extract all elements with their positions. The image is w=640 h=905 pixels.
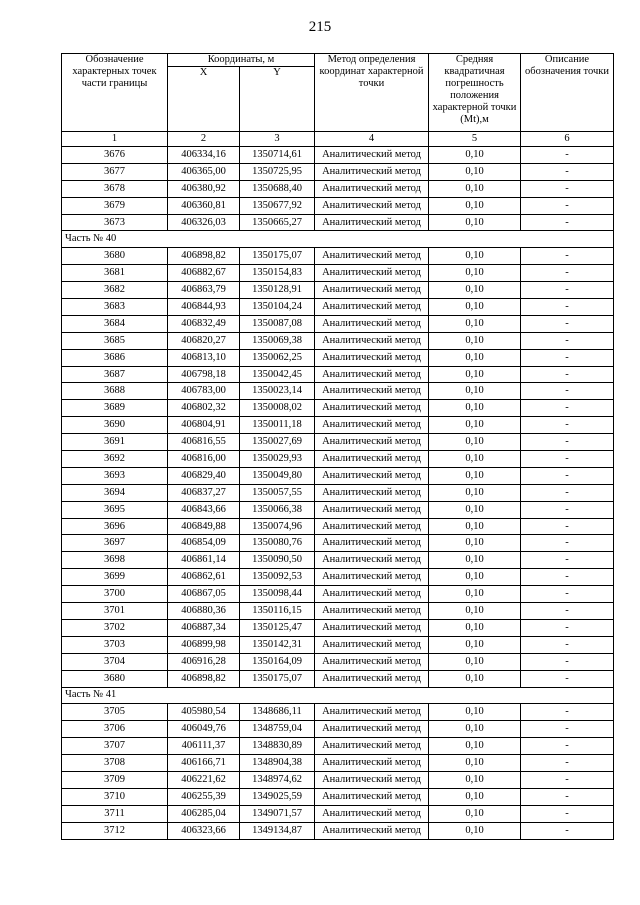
description-cell: - (521, 636, 614, 653)
table-row (62, 467, 614, 484)
table-row (62, 586, 614, 603)
y-coordinate-cell: 1350080,76 (240, 535, 315, 552)
point-id-cell: 3678 (62, 180, 168, 197)
y-coordinate-cell: 1350074,96 (240, 518, 315, 535)
y-coordinate-cell: 1350090,50 (240, 552, 315, 569)
description-cell: - (521, 467, 614, 484)
y-coordinate-cell: 1350062,25 (240, 349, 315, 366)
y-coordinate-cell: 1350125,47 (240, 619, 315, 636)
description-cell: - (521, 501, 614, 518)
mean-error-cell: 0,10 (429, 484, 521, 501)
table-row (62, 738, 614, 755)
y-coordinate-cell: 1350011,18 (240, 417, 315, 434)
mean-error-cell: 0,10 (429, 653, 521, 670)
table-row (62, 366, 614, 383)
mean-error-cell: 0,10 (429, 147, 521, 164)
y-coordinate-cell: 1350023,14 (240, 383, 315, 400)
point-id-cell: 3709 (62, 771, 168, 788)
method-cell: Аналитический метод (315, 214, 429, 231)
x-coordinate-cell: 406899,98 (168, 636, 240, 653)
mean-error-cell: 0,10 (429, 535, 521, 552)
x-coordinate-cell: 406255,39 (168, 788, 240, 805)
y-coordinate-cell: 1350098,44 (240, 586, 315, 603)
description-cell: - (521, 788, 614, 805)
table-row (62, 484, 614, 501)
table-row (62, 619, 614, 636)
x-coordinate-cell: 406843,66 (168, 501, 240, 518)
x-coordinate-cell: 406862,61 (168, 569, 240, 586)
x-coordinate-cell: 406898,82 (168, 248, 240, 265)
mean-error-cell: 0,10 (429, 552, 521, 569)
description-cell: - (521, 451, 614, 468)
mean-error-cell: 0,10 (429, 704, 521, 721)
y-coordinate-cell: 1350175,07 (240, 248, 315, 265)
x-coordinate-cell: 406334,16 (168, 147, 240, 164)
mean-error-cell: 0,10 (429, 586, 521, 603)
header-coordinates: Координаты, м (168, 54, 315, 67)
point-id-cell: 3710 (62, 788, 168, 805)
x-coordinate-cell: 406365,00 (168, 163, 240, 180)
method-cell: Аналитический метод (315, 636, 429, 653)
x-coordinate-cell: 406804,91 (168, 417, 240, 434)
table-row (62, 755, 614, 772)
mean-error-cell: 0,10 (429, 603, 521, 620)
mean-error-cell: 0,10 (429, 805, 521, 822)
mean-error-cell: 0,10 (429, 721, 521, 738)
description-cell: - (521, 738, 614, 755)
method-cell: Аналитический метод (315, 619, 429, 636)
table-row (62, 721, 614, 738)
x-coordinate-cell: 406111,37 (168, 738, 240, 755)
table-row (62, 147, 614, 164)
table-row (62, 349, 614, 366)
column-numbers-row (62, 132, 614, 147)
table-row (62, 197, 614, 214)
header-x: X (168, 67, 240, 132)
y-coordinate-cell: 1350008,02 (240, 400, 315, 417)
table-row (62, 653, 614, 670)
description-cell: - (521, 603, 614, 620)
description-cell: - (521, 552, 614, 569)
section-label: Часть № 41 (62, 687, 614, 704)
mean-error-cell: 0,10 (429, 315, 521, 332)
y-coordinate-cell: 1350066,38 (240, 501, 315, 518)
table-row (62, 788, 614, 805)
header-description: Описание обозначения точки (521, 54, 614, 132)
point-id-cell: 3689 (62, 400, 168, 417)
method-cell: Аналитический метод (315, 569, 429, 586)
mean-error-cell: 0,10 (429, 417, 521, 434)
description-cell: - (521, 383, 614, 400)
mean-error-cell: 0,10 (429, 619, 521, 636)
table-row (62, 383, 614, 400)
table-row (62, 180, 614, 197)
y-coordinate-cell: 1350725,95 (240, 163, 315, 180)
point-id-cell: 3704 (62, 653, 168, 670)
point-id-cell: 3707 (62, 738, 168, 755)
point-id-cell: 3676 (62, 147, 168, 164)
description-cell: - (521, 147, 614, 164)
method-cell: Аналитический метод (315, 771, 429, 788)
mean-error-cell: 0,10 (429, 636, 521, 653)
x-coordinate-cell: 406829,40 (168, 467, 240, 484)
point-id-cell: 3688 (62, 383, 168, 400)
x-coordinate-cell: 406326,03 (168, 214, 240, 231)
method-cell: Аналитический метод (315, 535, 429, 552)
x-coordinate-cell: 406820,27 (168, 332, 240, 349)
point-id-cell: 3682 (62, 282, 168, 299)
method-cell: Аналитический метод (315, 805, 429, 822)
method-cell: Аналитический метод (315, 383, 429, 400)
y-coordinate-cell: 1350049,80 (240, 467, 315, 484)
point-id-cell: 3705 (62, 704, 168, 721)
table-row (62, 417, 614, 434)
method-cell: Аналитический метод (315, 282, 429, 299)
table-row (62, 552, 614, 569)
column-number: 6 (521, 132, 614, 147)
method-cell: Аналитический метод (315, 755, 429, 772)
method-cell: Аналитический метод (315, 484, 429, 501)
point-id-cell: 3695 (62, 501, 168, 518)
x-coordinate-cell: 406049,76 (168, 721, 240, 738)
point-id-cell: 3712 (62, 822, 168, 839)
description-cell: - (521, 180, 614, 197)
method-cell: Аналитический метод (315, 721, 429, 738)
method-cell: Аналитический метод (315, 501, 429, 518)
point-id-cell: 3711 (62, 805, 168, 822)
x-coordinate-cell: 406323,66 (168, 822, 240, 839)
description-cell: - (521, 721, 614, 738)
table-row (62, 163, 614, 180)
column-number: 3 (240, 132, 315, 147)
y-coordinate-cell: 1350142,31 (240, 636, 315, 653)
x-coordinate-cell: 406849,88 (168, 518, 240, 535)
mean-error-cell: 0,10 (429, 738, 521, 755)
point-id-cell: 3680 (62, 248, 168, 265)
y-coordinate-cell: 1350677,92 (240, 197, 315, 214)
description-cell: - (521, 518, 614, 535)
y-coordinate-cell: 1350092,53 (240, 569, 315, 586)
point-id-cell: 3700 (62, 586, 168, 603)
mean-error-cell: 0,10 (429, 214, 521, 231)
x-coordinate-cell: 406816,55 (168, 434, 240, 451)
table-row (62, 569, 614, 586)
mean-error-cell: 0,10 (429, 670, 521, 687)
x-coordinate-cell: 406380,92 (168, 180, 240, 197)
description-cell: - (521, 315, 614, 332)
table-row (62, 400, 614, 417)
y-coordinate-cell: 1348830,89 (240, 738, 315, 755)
x-coordinate-cell: 406783,00 (168, 383, 240, 400)
y-coordinate-cell: 1350057,55 (240, 484, 315, 501)
table-row (62, 704, 614, 721)
description-cell: - (521, 197, 614, 214)
description-cell: - (521, 417, 614, 434)
x-coordinate-cell: 405980,54 (168, 704, 240, 721)
x-coordinate-cell: 406844,93 (168, 299, 240, 316)
table-row (62, 451, 614, 468)
description-cell: - (521, 619, 614, 636)
y-coordinate-cell: 1350087,08 (240, 315, 315, 332)
description-cell: - (521, 535, 614, 552)
description-cell: - (521, 366, 614, 383)
y-coordinate-cell: 1349134,87 (240, 822, 315, 839)
header-method: Метод определения координат характерной точки (315, 54, 429, 132)
mean-error-cell: 0,10 (429, 282, 521, 299)
method-cell: Аналитический метод (315, 366, 429, 383)
description-cell: - (521, 248, 614, 265)
table-row (62, 299, 614, 316)
section-row (62, 231, 614, 248)
y-coordinate-cell: 1350027,69 (240, 434, 315, 451)
table-row (62, 603, 614, 620)
y-coordinate-cell: 1349071,57 (240, 805, 315, 822)
description-cell: - (521, 214, 614, 231)
method-cell: Аналитический метод (315, 349, 429, 366)
method-cell: Аналитический метод (315, 822, 429, 839)
y-coordinate-cell: 1350714,61 (240, 147, 315, 164)
description-cell: - (521, 586, 614, 603)
description-cell: - (521, 569, 614, 586)
description-cell: - (521, 332, 614, 349)
table-row (62, 535, 614, 552)
point-id-cell: 3684 (62, 315, 168, 332)
x-coordinate-cell: 406832,49 (168, 315, 240, 332)
method-cell: Аналитический метод (315, 332, 429, 349)
y-coordinate-cell: 1350104,24 (240, 299, 315, 316)
x-coordinate-cell: 406882,67 (168, 265, 240, 282)
method-cell: Аналитический метод (315, 738, 429, 755)
x-coordinate-cell: 406221,62 (168, 771, 240, 788)
column-number: 1 (62, 132, 168, 147)
point-id-cell: 3690 (62, 417, 168, 434)
point-id-cell: 3708 (62, 755, 168, 772)
column-number: 2 (168, 132, 240, 147)
y-coordinate-cell: 1350154,83 (240, 265, 315, 282)
x-coordinate-cell: 406880,36 (168, 603, 240, 620)
x-coordinate-cell: 406861,14 (168, 552, 240, 569)
section-row (62, 687, 614, 704)
description-cell: - (521, 805, 614, 822)
method-cell: Аналитический метод (315, 180, 429, 197)
mean-error-cell: 0,10 (429, 366, 521, 383)
point-id-cell: 3694 (62, 484, 168, 501)
x-coordinate-cell: 406802,32 (168, 400, 240, 417)
page-number: 215 (308, 19, 332, 35)
x-coordinate-cell: 406813,10 (168, 349, 240, 366)
mean-error-cell: 0,10 (429, 822, 521, 839)
column-number: 4 (315, 132, 429, 147)
x-coordinate-cell: 406898,82 (168, 670, 240, 687)
point-id-cell: 3692 (62, 451, 168, 468)
description-cell: - (521, 265, 614, 282)
y-coordinate-cell: 1350175,07 (240, 670, 315, 687)
description-cell: - (521, 670, 614, 687)
mean-error-cell: 0,10 (429, 501, 521, 518)
method-cell: Аналитический метод (315, 265, 429, 282)
table-row (62, 501, 614, 518)
x-coordinate-cell: 406854,09 (168, 535, 240, 552)
mean-error-cell: 0,10 (429, 755, 521, 772)
method-cell: Аналитический метод (315, 451, 429, 468)
description-cell: - (521, 299, 614, 316)
y-coordinate-cell: 1350042,45 (240, 366, 315, 383)
table-row (62, 805, 614, 822)
method-cell: Аналитический метод (315, 552, 429, 569)
description-cell: - (521, 771, 614, 788)
method-cell: Аналитический метод (315, 417, 429, 434)
table-body (62, 147, 614, 840)
y-coordinate-cell: 1350164,09 (240, 653, 315, 670)
method-cell: Аналитический метод (315, 299, 429, 316)
table-row (62, 248, 614, 265)
section-label: Часть № 40 (62, 231, 614, 248)
table-row (62, 332, 614, 349)
point-id-cell: 3703 (62, 636, 168, 653)
description-cell: - (521, 434, 614, 451)
mean-error-cell: 0,10 (429, 400, 521, 417)
table-header (62, 54, 614, 147)
description-cell: - (521, 822, 614, 839)
mean-error-cell: 0,10 (429, 383, 521, 400)
y-coordinate-cell: 1349025,59 (240, 788, 315, 805)
table-row (62, 265, 614, 282)
mean-error-cell: 0,10 (429, 434, 521, 451)
table-row (62, 315, 614, 332)
y-coordinate-cell: 1350665,27 (240, 214, 315, 231)
point-id-cell: 3691 (62, 434, 168, 451)
point-id-cell: 3687 (62, 366, 168, 383)
method-cell: Аналитический метод (315, 788, 429, 805)
header-mean-error: Средняя квадратичная погрешность положения характерной точки (Mt),м (429, 54, 521, 132)
method-cell: Аналитический метод (315, 670, 429, 687)
y-coordinate-cell: 1348686,11 (240, 704, 315, 721)
method-cell: Аналитический метод (315, 163, 429, 180)
point-id-cell: 3683 (62, 299, 168, 316)
y-coordinate-cell: 1350128,91 (240, 282, 315, 299)
y-coordinate-cell: 1350069,38 (240, 332, 315, 349)
method-cell: Аналитический метод (315, 248, 429, 265)
table-row (62, 670, 614, 687)
description-cell: - (521, 704, 614, 721)
x-coordinate-cell: 406816,00 (168, 451, 240, 468)
table-row (62, 214, 614, 231)
method-cell: Аналитический метод (315, 586, 429, 603)
x-coordinate-cell: 406285,04 (168, 805, 240, 822)
point-id-cell: 3685 (62, 332, 168, 349)
mean-error-cell: 0,10 (429, 163, 521, 180)
description-cell: - (521, 400, 614, 417)
mean-error-cell: 0,10 (429, 299, 521, 316)
point-id-cell: 3680 (62, 670, 168, 687)
mean-error-cell: 0,10 (429, 332, 521, 349)
point-id-cell: 3697 (62, 535, 168, 552)
point-id-cell: 3702 (62, 619, 168, 636)
x-coordinate-cell: 406867,05 (168, 586, 240, 603)
table-row (62, 636, 614, 653)
y-coordinate-cell: 1350688,40 (240, 180, 315, 197)
point-id-cell: 3673 (62, 214, 168, 231)
y-coordinate-cell: 1348974,62 (240, 771, 315, 788)
mean-error-cell: 0,10 (429, 467, 521, 484)
mean-error-cell: 0,10 (429, 180, 521, 197)
method-cell: Аналитический метод (315, 704, 429, 721)
x-coordinate-cell: 406798,18 (168, 366, 240, 383)
mean-error-cell: 0,10 (429, 197, 521, 214)
method-cell: Аналитический метод (315, 315, 429, 332)
point-id-cell: 3701 (62, 603, 168, 620)
method-cell: Аналитический метод (315, 653, 429, 670)
boundary-points-table (61, 53, 614, 840)
x-coordinate-cell: 406863,79 (168, 282, 240, 299)
description-cell: - (521, 484, 614, 501)
point-id-cell: 3696 (62, 518, 168, 535)
point-id-cell: 3677 (62, 163, 168, 180)
column-number: 5 (429, 132, 521, 147)
table-row (62, 518, 614, 535)
mean-error-cell: 0,10 (429, 771, 521, 788)
y-coordinate-cell: 1350116,15 (240, 603, 315, 620)
mean-error-cell: 0,10 (429, 349, 521, 366)
method-cell: Аналитический метод (315, 467, 429, 484)
y-coordinate-cell: 1350029,93 (240, 451, 315, 468)
point-id-cell: 3699 (62, 569, 168, 586)
table-row (62, 771, 614, 788)
y-coordinate-cell: 1348904,38 (240, 755, 315, 772)
table-row (62, 434, 614, 451)
mean-error-cell: 0,10 (429, 265, 521, 282)
y-coordinate-cell: 1348759,04 (240, 721, 315, 738)
mean-error-cell: 0,10 (429, 248, 521, 265)
point-id-cell: 3698 (62, 552, 168, 569)
description-cell: - (521, 163, 614, 180)
header-y: Y (240, 67, 315, 132)
mean-error-cell: 0,10 (429, 451, 521, 468)
point-id-cell: 3679 (62, 197, 168, 214)
x-coordinate-cell: 406887,34 (168, 619, 240, 636)
x-coordinate-cell: 406166,71 (168, 755, 240, 772)
mean-error-cell: 0,10 (429, 569, 521, 586)
description-cell: - (521, 653, 614, 670)
point-id-cell: 3686 (62, 349, 168, 366)
method-cell: Аналитический метод (315, 147, 429, 164)
mean-error-cell: 0,10 (429, 518, 521, 535)
table-row (62, 282, 614, 299)
description-cell: - (521, 755, 614, 772)
header-point-designation: Обозначение характерных точек части границы (62, 54, 168, 132)
x-coordinate-cell: 406837,27 (168, 484, 240, 501)
point-id-cell: 3693 (62, 467, 168, 484)
description-cell: - (521, 282, 614, 299)
description-cell: - (521, 349, 614, 366)
method-cell: Аналитический метод (315, 197, 429, 214)
x-coordinate-cell: 406916,28 (168, 653, 240, 670)
method-cell: Аналитический метод (315, 434, 429, 451)
method-cell: Аналитический метод (315, 518, 429, 535)
x-coordinate-cell: 406360,81 (168, 197, 240, 214)
mean-error-cell: 0,10 (429, 788, 521, 805)
point-id-cell: 3706 (62, 721, 168, 738)
point-id-cell: 3681 (62, 265, 168, 282)
method-cell: Аналитический метод (315, 603, 429, 620)
method-cell: Аналитический метод (315, 400, 429, 417)
table-row (62, 822, 614, 839)
